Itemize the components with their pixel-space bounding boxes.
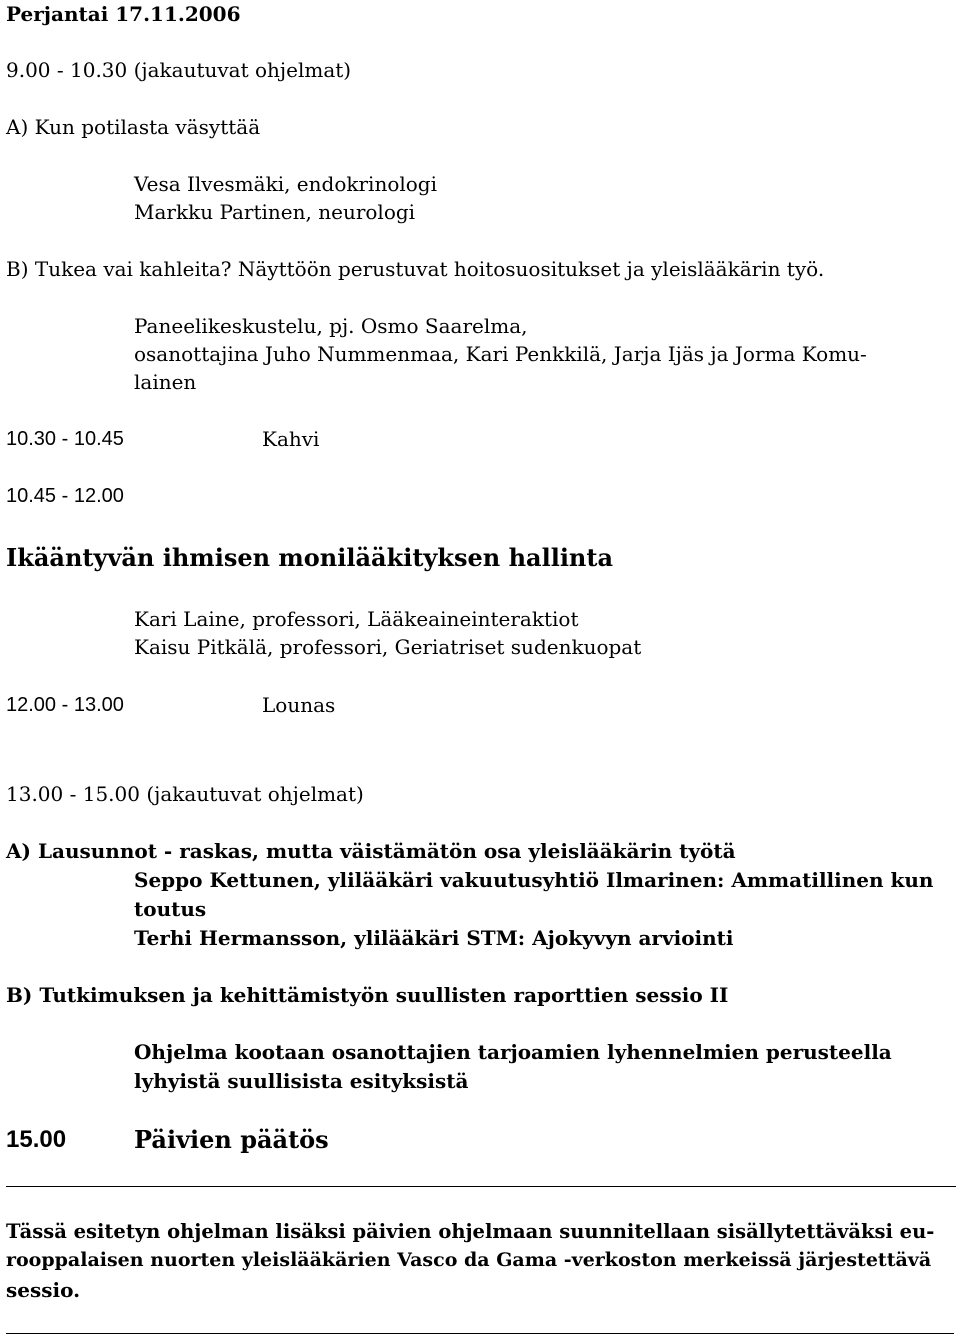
panel-participants: osanottajina Juho Nummenmaa, Kari Penkkilä, Jarja Ijäs ja Jorma Komu- [134, 342, 867, 366]
pm-session-a-speaker-1: Seppo Kettunen, ylilääkäri vakuutusyhtiö Ilmarinen: Ammatillinen kun [134, 868, 934, 892]
session-a-title: A) Kun potilasta väsyttää [6, 115, 261, 139]
footer-note-line-3: sessio. [6, 1278, 81, 1302]
divider-bottom [6, 1333, 954, 1334]
divider-top [6, 1186, 956, 1187]
midday-time: 10.45 - 12.00 [6, 485, 124, 507]
panel-chair: Paneelikeskustelu, pj. Osmo Saarelma, [134, 314, 528, 338]
date-heading: Perjantai 17.11.2006 [6, 2, 241, 26]
midday-speaker-1: Kari Laine, professori, Lääkeaineinteraktiot [134, 607, 579, 631]
footer-note-line-1: Tässä esitetyn ohjelman lisäksi päivien ohjelmaan suunnitellaan sisällytettäväksi eu- [6, 1220, 935, 1243]
pm-session-b-desc: Ohjelma kootaan osanottajien tarjoamien lyhennelmien perusteella [134, 1040, 892, 1064]
coffee-label: Kahvi [262, 427, 320, 451]
morning-time: 9.00 - 10.30 (jakautuvat ohjelmat) [6, 58, 352, 82]
closing-time: 15.00 [6, 1126, 67, 1153]
panel-participants-cont: lainen [134, 370, 197, 394]
session-a-speaker-1: Vesa Ilvesmäki, endokrinologi [134, 172, 437, 196]
footer-note-line-2: rooppalaisen nuorten yleislääkärien Vasco da Gama -verkoston merkeissä järjestettävä [6, 1249, 932, 1271]
coffee-time: 10.30 - 10.45 [6, 428, 124, 450]
pm-session-a-speaker-2: Terhi Hermansson, ylilääkäri STM: Ajokyvyn arviointi [134, 926, 734, 950]
midday-speaker-2: Kaisu Pitkälä, professori, Geriatriset sudenkuopat [134, 635, 642, 659]
midday-title: Ikääntyvän ihmisen monilääkityksen hallinta [6, 543, 614, 572]
session-a-speaker-2: Markku Partinen, neurologi [134, 200, 416, 224]
lunch-time: 12.00 - 13.00 [6, 694, 124, 716]
afternoon-time: 13.00 - 15.00 (jakautuvat ohjelmat) [6, 782, 364, 806]
session-b-title: B) Tukea vai kahleita? Näyttöön perustuvat hoitosuositukset ja yleislääkärin työ. [6, 257, 825, 281]
pm-session-a-speaker-1-cont: toutus [134, 897, 207, 921]
pm-session-b-title: B) Tutkimuksen ja kehittämistyön suullisten raporttien sessio II [6, 983, 729, 1007]
lunch-label: Lounas [262, 693, 336, 717]
closing-label: Päivien päätös [134, 1125, 329, 1154]
pm-session-b-desc-cont: lyhyistä suullisista esityksistä [134, 1069, 469, 1093]
pm-session-a-title: A) Lausunnot - raskas, mutta väistämätön osa yleislääkärin työtä [6, 839, 736, 863]
